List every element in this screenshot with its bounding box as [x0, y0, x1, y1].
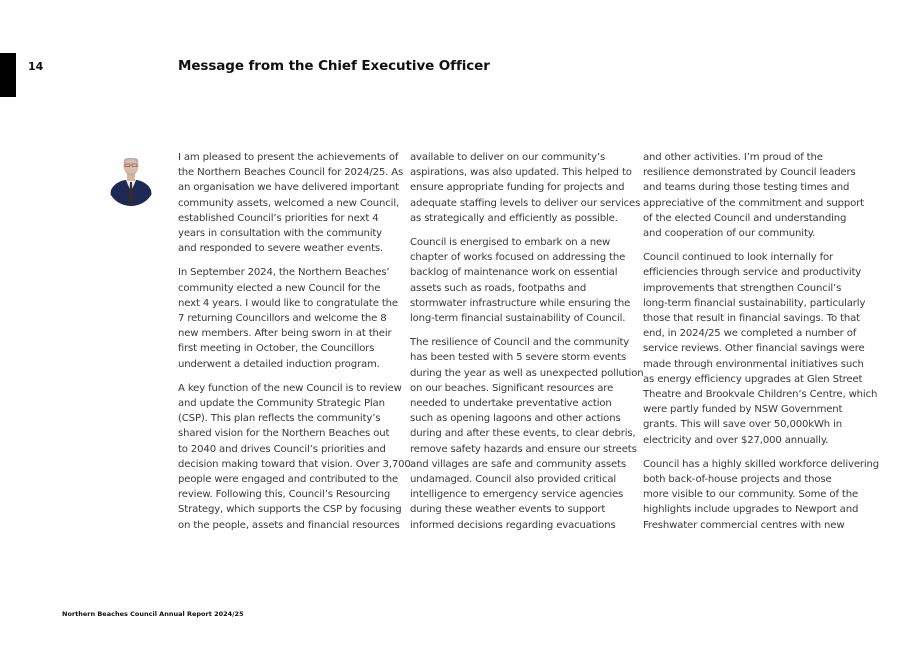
paragraph: available to deliver on our community’s aspirations, was also updated. This helped to ensure appropriate funding for projects and adequate staffing levels to deliver our services as strategically and efficiently as possible.	[410, 152, 641, 224]
report-footer: Northern Beaches Council Annual Report 2024/25	[62, 610, 244, 618]
paragraph: and other activities. I’m proud of the resilience demonstrated by Council leaders and teams during those testing times and appreciative of the commitment and support of the elected Council and understanding and cooperation of our community.	[643, 152, 864, 240]
portrait-icon	[107, 152, 155, 206]
page-number: 14	[28, 60, 44, 73]
paragraph: In September 2024, the Northern Beaches’ community elected a new Council for the next 4 years. I would like to congratulate the 7 returning Councillors and welcome the 8 new members. After being sworn in at their first meeting in October, the Councillors underwent a detailed induction program.	[178, 267, 398, 370]
text-column-3	[643, 150, 880, 542]
paragraph: Council is energised to embark on a new chapter of works focused on addressing the backlog of maintenance work on essential assets such as roads, footpaths and stormwater infrastructure while ensuring the long-term financial sustainability of Council.	[410, 237, 631, 325]
paragraph: The resilience of Council and the community has been tested with 5 severe storm events during the year as well as unexpected pollution on our beaches. Significant resources are needed to undertake preventative action such as opening lagoons and other actions during and after these events, to clear debris, remove safety hazards and ensure our streets and villages are safe and community assets undamaged. Council also provided critical intelligence to emergency service agencies during these weather events to support informed decisions regarding evacuations	[410, 337, 644, 531]
text-column-2	[410, 150, 644, 542]
text-column-1	[178, 150, 411, 542]
section-tab-marker	[0, 53, 16, 97]
ceo-portrait	[107, 152, 155, 206]
paragraph: I am pleased to present the achievements of the Northern Beaches Council for 2024/25. As an organisation we have delivered important community assets, welcomed a new Council, established Council’s priorities for next 4 years in consultation with the community and responded to severe weather events.	[178, 152, 404, 255]
paragraph: Council has a highly skilled workforce delivering both back-of-house projects and those more visible to our community. Some of the highlights include upgrades to Newport and Freshwater commercial centres with new	[643, 458, 880, 531]
page-title: Message from the Chief Executive Officer	[178, 58, 490, 74]
paragraph: A key function of the new Council is to review and update the Community Strategic Plan (CSP). This plan reflects the community’s shared vision for the Northern Beaches out to 2040 and drives Council’s priorities and decision making toward that vision. Over 3,700 people were engaged and contributed to the review. Following this, Council’s Resourcing Strategy, which supports the CSP by focusing on the people, assets and financial resources	[178, 382, 411, 531]
paragraph: Council continued to look internally for efficiencies through service and productivity improvements that strengthen Council’s long-term financial sustainability, particularly those that result in financial savings. To that end, in 2024/25 we completed a number of service reviews. Other financial savings were made through environmental initiatives such as energy efficiency upgrades at Glen Street Theatre and Brookvale Children’s Centre, which were partly funded by NSW Government grants. This will save over 50,000kWh in electricity and over $27,000 annually.	[643, 252, 878, 446]
